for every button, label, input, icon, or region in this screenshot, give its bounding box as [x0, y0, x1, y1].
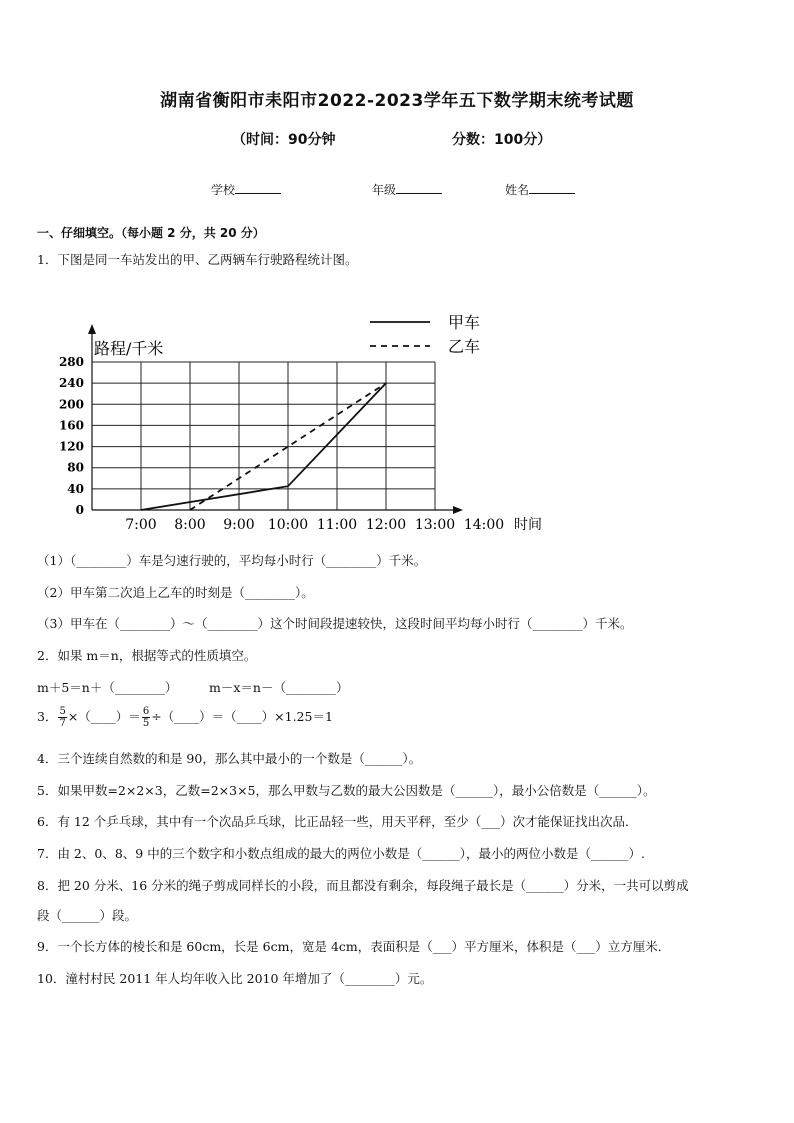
name-field[interactable]	[505, 181, 575, 198]
y-tick-label: 120	[58, 439, 84, 454]
page-title: 湖南省衡阳市耒阳市2022-2023学年五下数学期末统考试题	[160, 91, 634, 111]
x-tick-label: 8:00	[174, 517, 206, 533]
q3-f2-den: 5	[142, 718, 150, 729]
y-tick-label: 200	[58, 397, 84, 412]
school-blank[interactable]	[235, 181, 281, 194]
question-1-1: （1）（________）车是匀速行驶的，平均每小时行（________）千米。	[37, 553, 427, 568]
q3-f1-num: 5	[59, 706, 66, 717]
q3-fraction-1	[58, 706, 66, 729]
y-tick-label: 240	[58, 376, 84, 391]
x-tick-label: 9:00	[223, 517, 255, 533]
question-7: 7．由 2、0、8、9 中的三个数字和小数点组成的最大的两位小数是（______），最小的两位小数是（______）.	[37, 846, 645, 861]
q3-fraction-2	[142, 706, 150, 729]
question-3	[37, 706, 333, 729]
question-2-b: m－x＝n－（________）	[209, 680, 349, 695]
question-4: 4．三个连续自然数的和是 90，那么其中最小的一个数是（______）。	[37, 751, 422, 766]
x-tick-label: 13:00	[414, 517, 456, 533]
x-tick-label: 11:00	[316, 517, 358, 533]
section-heading: 一、仔细填空。（每小题 2 分，共 20 分）	[37, 226, 265, 240]
y-tick-label: 40	[67, 481, 84, 496]
x-axis-title: 时间	[514, 517, 542, 533]
score-text: 分数：100分）	[452, 132, 552, 148]
question-8-line-1: 8．把 20 分米、16 分米的绳子剪成同样长的小段，而且都没有剩余，每段绳子最长是（______）分米，一共可以剪成	[37, 878, 689, 893]
question-2: 2．如果 m＝n，根据等式的性质填空。	[37, 648, 257, 663]
x-axis-arrow	[453, 506, 463, 514]
question-1-2: （2）甲车第二次追上乙车的时刻是（________）。	[37, 585, 314, 600]
school-field[interactable]	[211, 181, 281, 198]
time-text: （时间：90分钟	[232, 132, 336, 148]
y-tick-label: 280	[58, 355, 84, 369]
x-tick-label: 10:00	[267, 517, 309, 533]
school-label: 学校	[211, 183, 236, 197]
y-axis-arrow	[88, 324, 96, 334]
question-6: 6．有 12 个乒乓球，其中有一个次品乒乓球，比正品轻一些，用天平秤，至少（___）次才能保证找出次品．	[37, 814, 638, 829]
y-tick-label: 160	[58, 418, 84, 433]
q3-mid-2: ÷（____）＝（____）×1.25＝1	[151, 709, 333, 724]
q3-prefix: 3．	[37, 709, 58, 724]
name-label: 姓名	[505, 183, 530, 197]
legend-label: 甲车	[448, 313, 481, 332]
question-1: 1．下图是同一车站发出的甲、乙两辆车行驶路程统计图。	[37, 252, 358, 267]
question-1-3: （3）甲车在（________）～（________）这个时间段提速较快，这段时间平均每小时行（________）千米。	[37, 616, 633, 631]
question-5: 5．如果甲数=2×2×3，乙数=2×3×5，那么甲数与乙数的最大公因数是（______），最小公倍数是（______）。	[37, 783, 656, 798]
question-2-a: m＋5＝n＋（________）	[37, 680, 178, 695]
question-10: 10．潼村村民 2011 年人均年收入比 2010 年增加了（________）元。	[37, 971, 433, 986]
grade-label: 年级	[372, 183, 397, 197]
x-tick-label: 12:00	[365, 517, 407, 533]
distance-time-chart	[0, 300, 794, 540]
legend-label: 乙车	[448, 337, 481, 356]
grade-blank[interactable]	[396, 181, 442, 194]
y-tick-label: 0	[75, 503, 84, 517]
q3-f1-den: 7	[59, 718, 66, 729]
q3-f2-num: 6	[142, 706, 150, 717]
name-blank[interactable]	[529, 181, 575, 194]
grade-field[interactable]	[372, 181, 442, 198]
q3-mid-1: ×（____）＝	[67, 709, 141, 724]
question-9: 9．一个长方体的棱长和是 60cm，长是 6cm，宽是 4cm，表面积是（___）平方厘米，体积是（___）立方厘米．	[37, 939, 671, 954]
x-tick-label: 7:00	[125, 517, 157, 533]
x-tick-label: 14:00	[463, 517, 505, 533]
question-8-line-2: 段（______）段。	[37, 908, 138, 923]
y-tick-label: 80	[67, 460, 84, 475]
y-axis-title: 路程/千米	[94, 339, 164, 358]
